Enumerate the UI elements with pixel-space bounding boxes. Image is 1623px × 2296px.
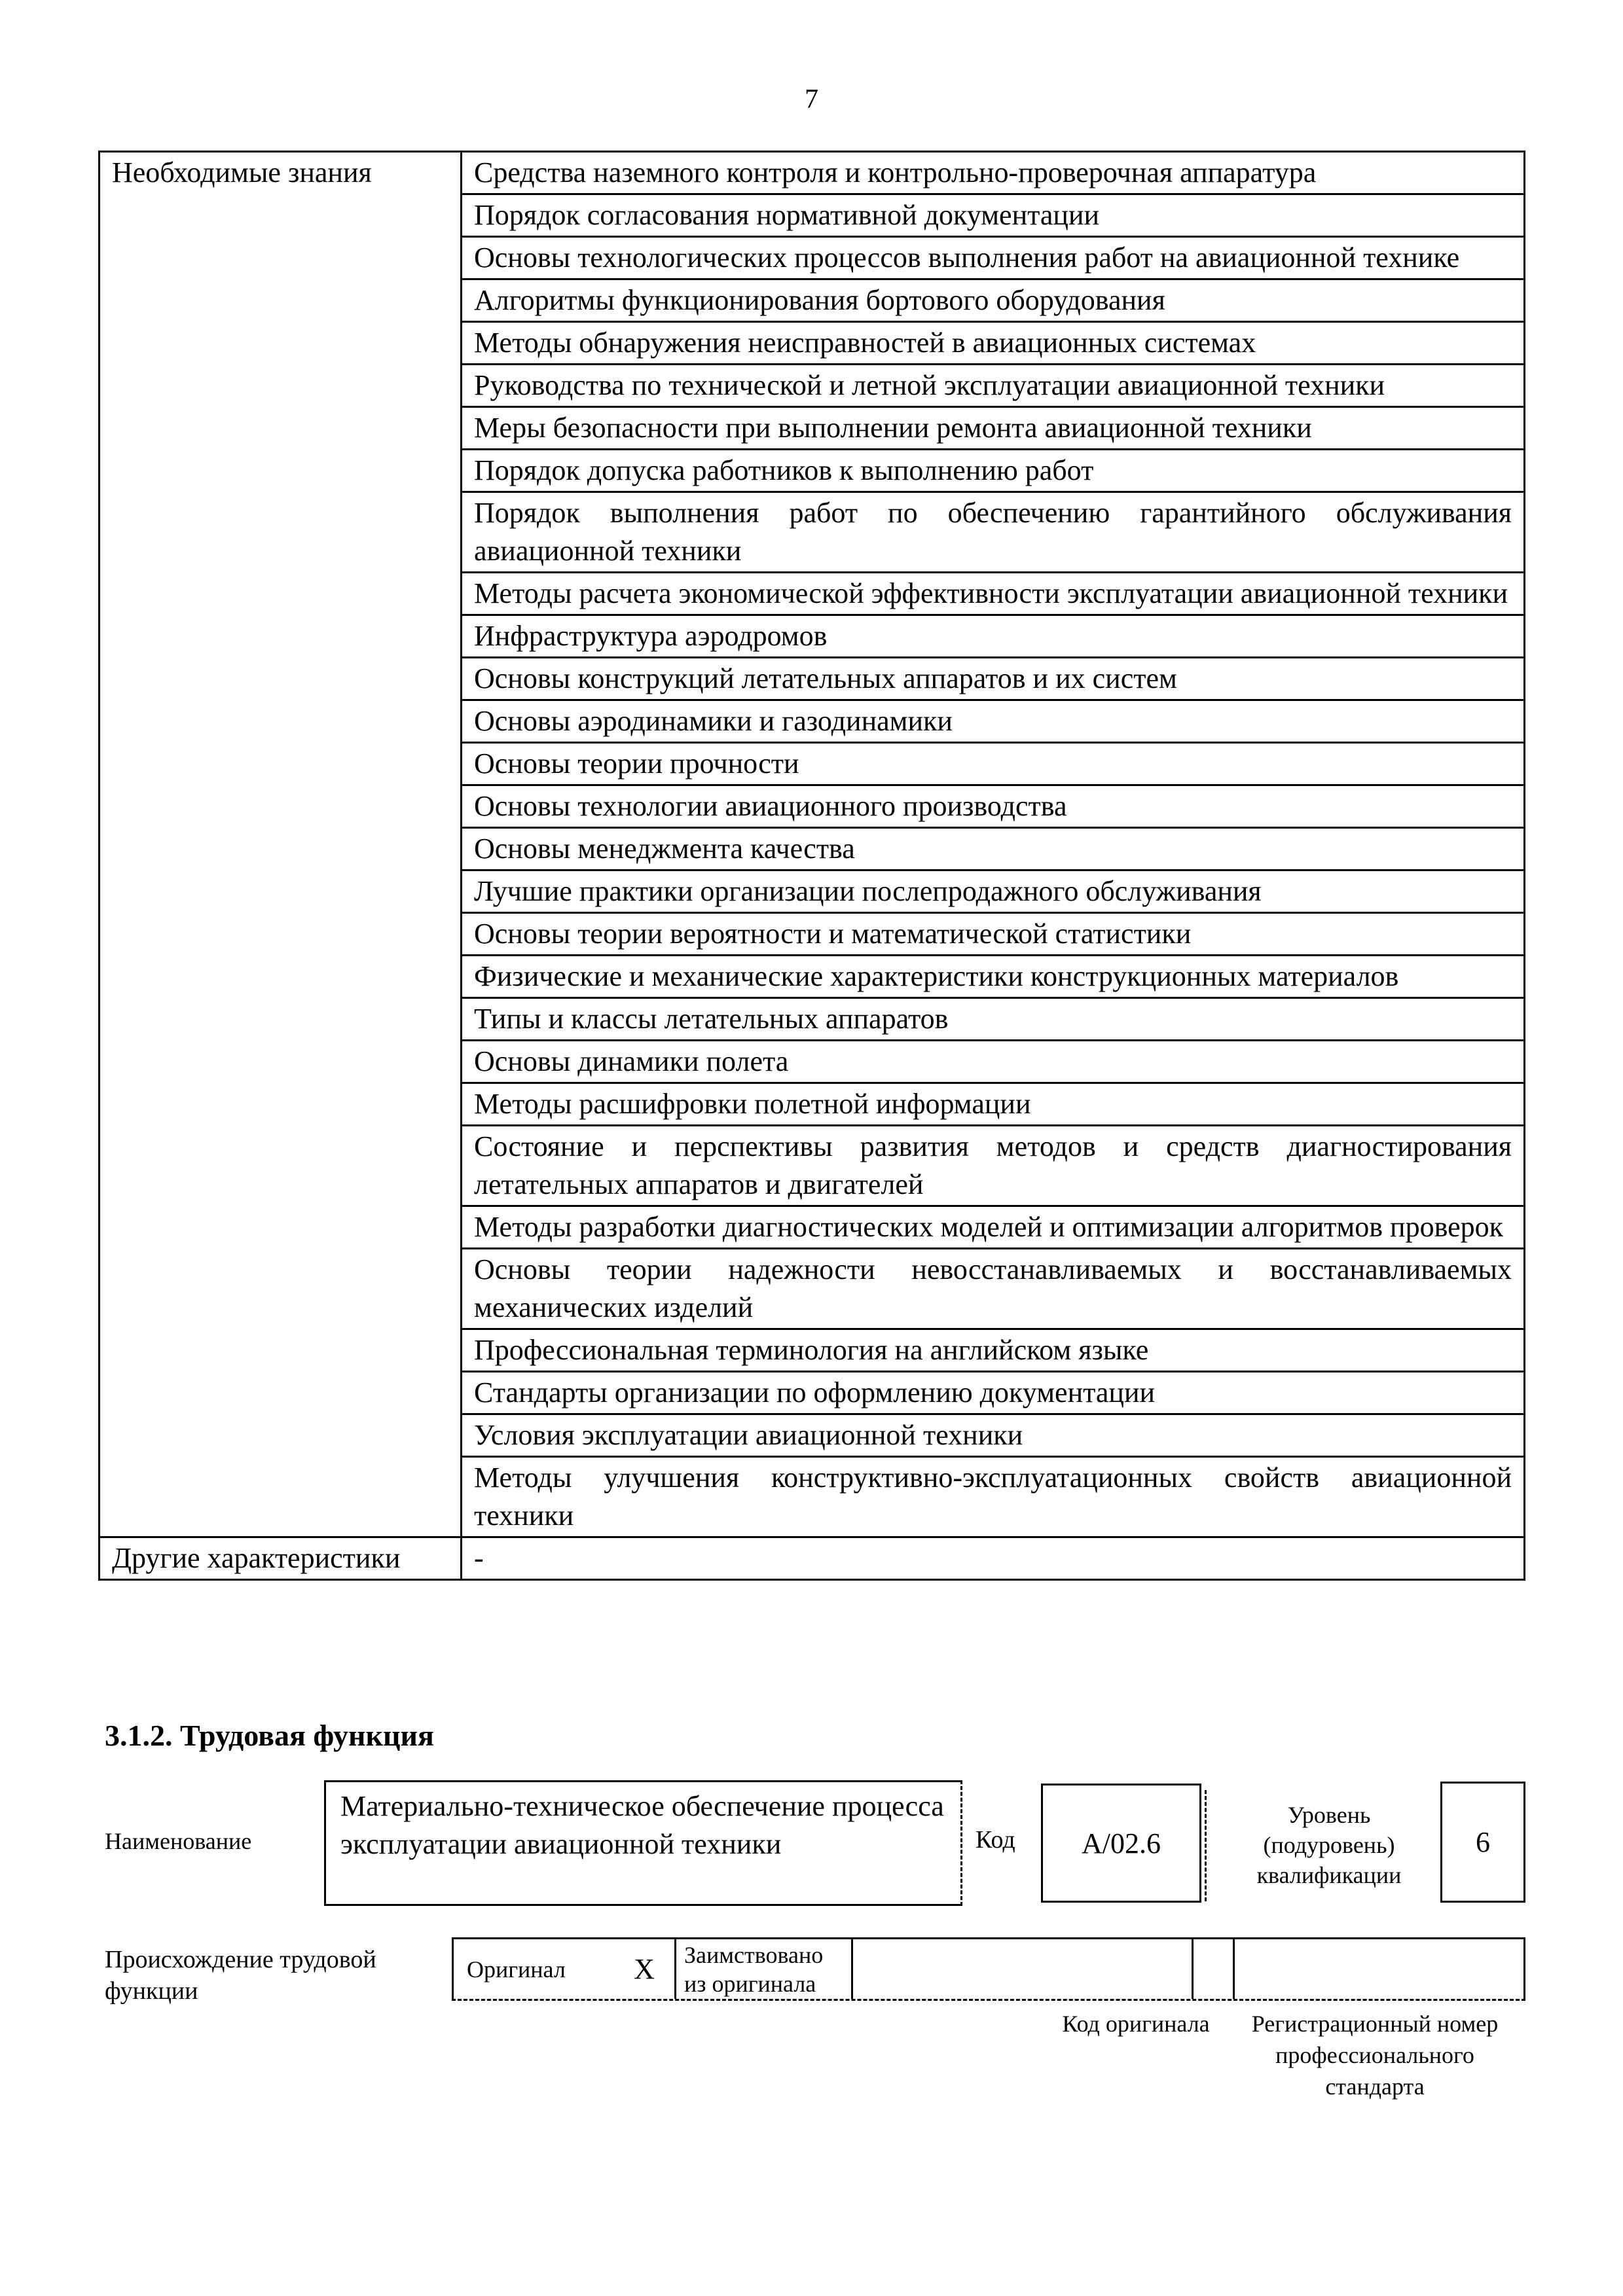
knowledge-item: Руководства по технической и летной эксплуатации авиационной техники bbox=[462, 365, 1525, 407]
knowledge-row bbox=[100, 152, 1525, 194]
other-row bbox=[100, 1537, 1525, 1580]
code-value-box bbox=[1041, 1784, 1201, 1903]
reg-caption: Регистрационный номер профессионального стандарта bbox=[1251, 2011, 1499, 2100]
knowledge-item: Порядок согласования нормативной документации bbox=[462, 194, 1525, 237]
knowledge-item: Основы технологических процессов выполнения работ на авиационной технике bbox=[462, 237, 1525, 279]
knowledge-item: Основы менеджмента качества bbox=[462, 828, 1525, 870]
knowledge-item: Методы расшифровки полетной информации bbox=[462, 1083, 1525, 1126]
original-mark: X bbox=[614, 1939, 676, 1999]
code-label: Код bbox=[976, 1826, 1015, 1854]
knowledge-item: Основы технологии авиационного производства bbox=[462, 785, 1525, 828]
knowledge-item: Методы разработки диагностических моделей и оптимизации алгоритмов проверок bbox=[462, 1206, 1525, 1249]
other-label: Другие характеристики bbox=[100, 1537, 462, 1580]
origin-frame bbox=[452, 1937, 1525, 2001]
function-name-box bbox=[324, 1780, 962, 1906]
knowledge-item: Меры безопасности при выполнении ремонта авиационной техники bbox=[462, 407, 1525, 450]
knowledge-item: Основы теории вероятности и математической статистики bbox=[462, 913, 1525, 956]
knowledge-label: Необходимые знания bbox=[100, 152, 462, 1537]
knowledge-item: Состояние и перспективы развития методов и средств диагностирования летательных аппаратов и двигателей bbox=[462, 1126, 1525, 1206]
code-caption: Код оригинала bbox=[1062, 2011, 1210, 2037]
knowledge-item: Инфраструктура аэродромов bbox=[462, 615, 1525, 658]
divider bbox=[1205, 1790, 1207, 1901]
knowledge-item: Условия эксплуатации авиационной техники bbox=[462, 1414, 1525, 1457]
knowledge-item: Стандарты организации по оформлению документации bbox=[462, 1372, 1525, 1414]
knowledge-item: Основы конструкций летательных аппаратов и их систем bbox=[462, 658, 1525, 700]
knowledge-item: Основы аэродинамики и газодинамики bbox=[462, 700, 1525, 743]
knowledge-table bbox=[98, 151, 1525, 1581]
knowledge-item: Средства наземного контроля и контрольно-проверочная аппаратура bbox=[462, 152, 1525, 194]
knowledge-item: Лучшие практики организации послепродажного обслуживания bbox=[462, 870, 1525, 913]
name-label: Наименование bbox=[105, 1828, 252, 1854]
knowledge-item: Основы динамики полета bbox=[462, 1041, 1525, 1083]
knowledge-item: Физические и механические характеристики конструкционных материалов bbox=[462, 956, 1525, 998]
knowledge-item: Алгоритмы функционирования бортового оборудования bbox=[462, 279, 1525, 322]
knowledge-item: Методы улучшения конструктивно-эксплуатационных свойств авиационной техники bbox=[462, 1457, 1525, 1537]
registration-number-cell bbox=[1233, 1939, 1523, 1999]
other-value: - bbox=[462, 1537, 1525, 1580]
original-label: Оригинал bbox=[467, 1956, 566, 1982]
level-label: Уровень (подуровень) квалификации bbox=[1256, 1802, 1402, 1888]
knowledge-item: Методы расчета экономической эффективности эксплуатации авиационной техники bbox=[462, 573, 1525, 615]
function-name-value: Материально-техническое обеспечение процесса эксплуатации авиационной техники bbox=[340, 1790, 944, 1860]
knowledge-item: Порядок выполнения работ по обеспечению гарантийного обслуживания авиационной техники bbox=[462, 492, 1525, 573]
knowledge-item: Порядок допуска работников к выполнению работ bbox=[462, 450, 1525, 492]
level-value: 6 bbox=[1476, 1826, 1490, 1858]
knowledge-item: Методы обнаружения неисправностей в авиационных системах bbox=[462, 322, 1525, 365]
level-value-box bbox=[1440, 1782, 1525, 1903]
origin-label: Происхождение трудовой функции bbox=[105, 1946, 376, 2005]
knowledge-item: Основы теории надежности невосстанавливаемых и восстанавливаемых механических изделий bbox=[462, 1249, 1525, 1329]
knowledge-item: Типы и классы летательных аппаратов bbox=[462, 998, 1525, 1041]
knowledge-item: Основы теории прочности bbox=[462, 743, 1525, 785]
borrowed-label: Заимствовано из оригинала bbox=[676, 1939, 853, 1999]
section-title: 3.1.2. Трудовая функция bbox=[105, 1719, 434, 1752]
original-code-cell bbox=[853, 1939, 1194, 1999]
page-number: 7 bbox=[805, 84, 818, 115]
knowledge-item: Профессиональная терминология на английском языке bbox=[462, 1329, 1525, 1372]
code-value: A/02.6 bbox=[1082, 1827, 1161, 1859]
